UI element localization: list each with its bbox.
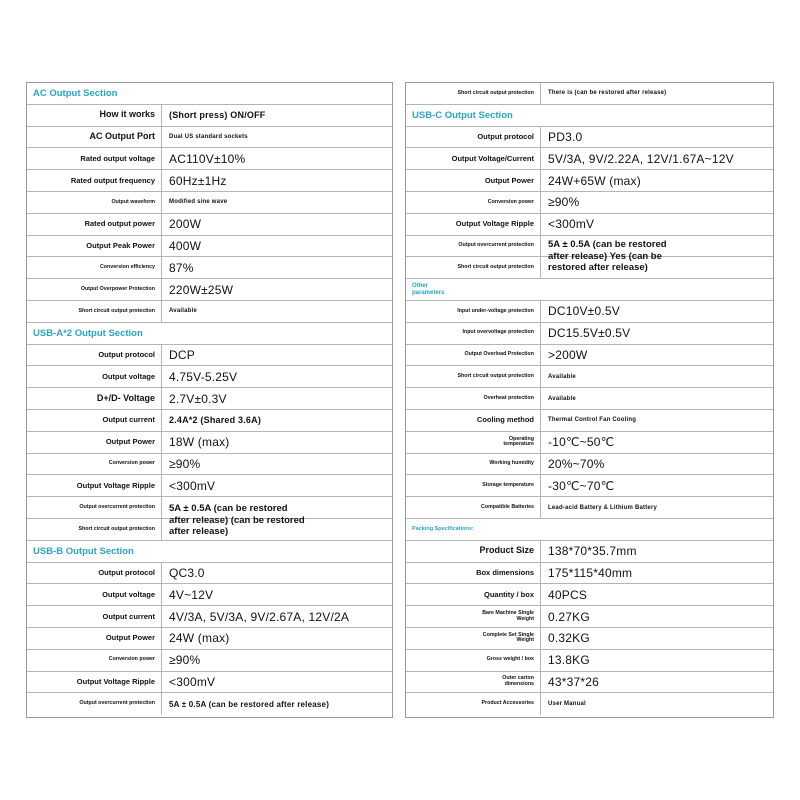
row-value: There is (can be restored after release) — [548, 90, 667, 97]
row-value: <300mV — [169, 478, 216, 493]
table-row — [27, 475, 392, 497]
table-row — [27, 127, 392, 149]
table-row — [27, 584, 392, 606]
row-value: Available — [169, 308, 197, 315]
table-row — [406, 454, 773, 476]
table-row — [406, 432, 773, 454]
row-label: Short circuit output protection — [406, 257, 541, 278]
table-row — [27, 388, 392, 410]
row-value: 2.7V±0.3V — [169, 391, 227, 406]
row-value: ≥90% — [169, 653, 201, 668]
right-spec-table — [405, 82, 774, 718]
row-value: 175*115*40mm — [548, 565, 633, 580]
usba-protection-note — [169, 503, 305, 538]
row-label: Input overvoltage protection — [406, 323, 541, 344]
row-label: Output Voltage Ripple — [27, 475, 162, 496]
row-label: Output voltage — [27, 584, 162, 605]
row-label: Product Size — [406, 541, 541, 562]
table-row — [27, 454, 392, 476]
usbc-protection-text: 5A ± 0.5A (can be restored after release) Yes (can be restored after release) — [548, 239, 667, 273]
row-label: Operating temperature — [406, 432, 541, 453]
table-row — [406, 170, 773, 192]
row-label: Output protocol — [27, 563, 162, 584]
row-value: Thermal Control Fan Cooling — [548, 417, 637, 424]
row-label: Box dimensions — [406, 563, 541, 584]
row-value: 0.32KG — [548, 631, 590, 646]
row-value: QC3.0 — [169, 565, 205, 580]
row-value: <300mV — [169, 674, 216, 689]
row-label: Output Power — [406, 170, 541, 191]
left-spec-table — [26, 82, 393, 718]
row-label: Output Overpower Protection — [27, 279, 162, 300]
table-row — [27, 410, 392, 432]
row-label: How it works — [27, 105, 162, 126]
row-label: Output protocol — [27, 345, 162, 366]
section-title-usbb: USB-B Output Section — [27, 541, 392, 563]
row-label: Overheat protection — [406, 388, 541, 409]
table-row — [406, 693, 773, 715]
row-value: -30℃~70℃ — [548, 478, 615, 493]
row-label: D+/D- Voltage — [27, 388, 162, 409]
table-row — [27, 672, 392, 694]
row-label: Output Voltage/Current — [406, 148, 541, 169]
row-value: 13.8KG — [548, 653, 590, 668]
row-value: -10℃~50℃ — [548, 435, 615, 450]
row-label: Rated output power — [27, 214, 162, 235]
row-value: ≥90% — [548, 195, 580, 210]
row-value: 200W — [169, 217, 202, 232]
table-row — [27, 693, 392, 715]
row-value: 2.4A*2 (Shared 3.6A) — [169, 415, 262, 426]
row-label: Working humidity — [406, 454, 541, 475]
row-value: 138*70*35.7mm — [548, 544, 637, 559]
row-value: User Manual — [548, 701, 586, 708]
table-row — [406, 606, 773, 628]
row-label: Complete Set Single Weight — [406, 628, 541, 649]
table-row — [27, 148, 392, 170]
row-value: <300mV — [548, 217, 595, 232]
section-title-usba: USB-A*2 Output Section — [27, 323, 392, 345]
row-label: Output protocol — [406, 127, 541, 148]
row-label: Storage temperature — [406, 475, 541, 496]
row-value: Lead-acid Battery & Lithium Battery — [548, 504, 658, 511]
section-title-other-text: Other parameters — [412, 282, 445, 296]
row-value: 60Hz±1Hz — [169, 173, 227, 188]
row-label: Bare Machine Single Weight — [406, 606, 541, 627]
row-value: 40PCS — [548, 587, 588, 602]
row-label: Rated output voltage — [27, 148, 162, 169]
row-label: Output voltage — [27, 366, 162, 387]
row-label: Quantity / box — [406, 584, 541, 605]
table-row — [406, 366, 773, 388]
table-row — [406, 83, 773, 105]
row-value: 4V~12V — [169, 587, 214, 602]
row-label: Compatible Batteries — [406, 497, 541, 518]
table-row — [27, 170, 392, 192]
section-title-other — [406, 279, 773, 301]
table-row — [27, 105, 392, 127]
row-label: Outer carton dimensions — [406, 672, 541, 693]
row-value: DC15.5V±0.5V — [548, 326, 631, 341]
table-row — [406, 192, 773, 214]
table-row — [406, 497, 773, 519]
table-row — [406, 323, 773, 345]
section-title-packing: Packing Specifications: — [406, 519, 773, 541]
table-row — [406, 475, 773, 497]
table-row — [406, 650, 773, 672]
row-value: AC110V±10% — [169, 151, 246, 166]
row-label: Output Power — [27, 432, 162, 453]
table-row — [27, 345, 392, 367]
row-value: 5V/3A, 9V/2.22A, 12V/1.67A~12V — [548, 151, 734, 166]
table-row — [27, 279, 392, 301]
table-row — [27, 257, 392, 279]
table-row — [406, 563, 773, 585]
table-row — [27, 650, 392, 672]
row-label: Short circuit output protection — [406, 366, 541, 387]
section-title-ac: AC Output Section — [27, 83, 392, 105]
table-row — [406, 628, 773, 650]
row-value: Dual US standard sockets — [169, 133, 248, 140]
row-value: 18W (max) — [169, 435, 230, 450]
row-value: Available — [548, 395, 576, 402]
row-label: Output current — [27, 606, 162, 627]
table-row — [406, 388, 773, 410]
table-row — [406, 541, 773, 563]
row-label: Short circuit output protection — [27, 301, 162, 322]
row-label: Gross weight / box — [406, 650, 541, 671]
row-value: 220W±25W — [169, 282, 234, 297]
row-value: >200W — [548, 347, 588, 362]
table-row — [27, 628, 392, 650]
table-row — [27, 192, 392, 214]
table-row — [406, 672, 773, 694]
usba-protection-text: 5A ± 0.5A (can be restored after release) (can be restored after release) — [169, 503, 305, 537]
table-row — [27, 563, 392, 585]
row-label: Short circuit output protection — [406, 83, 541, 104]
table-row — [27, 214, 392, 236]
table-row — [406, 214, 773, 236]
row-label: Cooling method — [406, 410, 541, 431]
row-value: Available — [548, 373, 576, 380]
table-row — [27, 236, 392, 258]
row-value: PD3.0 — [548, 129, 583, 144]
row-value: ≥90% — [169, 456, 201, 471]
table-row — [27, 606, 392, 628]
row-value: 5A ± 0.5A (can be restored after release) — [169, 699, 330, 709]
table-row — [406, 345, 773, 367]
row-value: DC10V±0.5V — [548, 304, 620, 319]
section-title-usbc: USB-C Output Section — [406, 105, 773, 127]
row-value: 400W — [169, 238, 202, 253]
row-value: 87% — [169, 260, 194, 275]
row-value: Modified sine wave — [169, 199, 228, 206]
row-label: Output overcurrent protection — [27, 693, 162, 715]
row-value: 20%~70% — [548, 456, 605, 471]
row-value: 0.27KG — [548, 609, 590, 624]
row-label: Output Peak Power — [27, 236, 162, 257]
row-value: DCP — [169, 347, 195, 362]
row-value: 24W+65W (max) — [548, 173, 641, 188]
row-label: Conversion power — [406, 192, 541, 213]
row-label: Output Voltage Ripple — [27, 672, 162, 693]
table-row — [27, 301, 392, 323]
row-value: (Short press) ON/OFF — [169, 110, 266, 121]
table-row — [406, 148, 773, 170]
row-label: Input under-voltage protection — [406, 301, 541, 322]
row-label: Conversion power — [27, 650, 162, 671]
table-row — [406, 410, 773, 432]
usbc-protection-note — [548, 239, 667, 274]
row-label: Output overcurrent protection — [406, 236, 541, 257]
row-value: 24W (max) — [169, 631, 230, 646]
row-value: 4.75V-5.25V — [169, 369, 238, 384]
row-value: 4V/3A, 5V/3A, 9V/2.67A, 12V/2A — [169, 609, 350, 624]
row-label: Conversion power — [27, 454, 162, 475]
row-value: 43*37*26 — [548, 674, 599, 689]
row-label: Output Voltage Ripple — [406, 214, 541, 235]
row-label: Rated output frequency — [27, 170, 162, 191]
row-label: Output Overload Protection — [406, 345, 541, 366]
row-label: Output current — [27, 410, 162, 431]
row-label: Output Power — [27, 628, 162, 649]
table-row — [406, 127, 773, 149]
row-label: Product Accessories — [406, 693, 541, 715]
row-label: Output waveform — [27, 192, 162, 213]
table-row — [27, 366, 392, 388]
table-row — [27, 432, 392, 454]
row-label: AC Output Port — [27, 127, 162, 148]
row-label: Conversion efficiency — [27, 257, 162, 278]
row-label: Short circuit output protection — [27, 519, 162, 540]
row-label: Output overcurrent protection — [27, 497, 162, 518]
table-row — [406, 584, 773, 606]
table-row — [406, 301, 773, 323]
